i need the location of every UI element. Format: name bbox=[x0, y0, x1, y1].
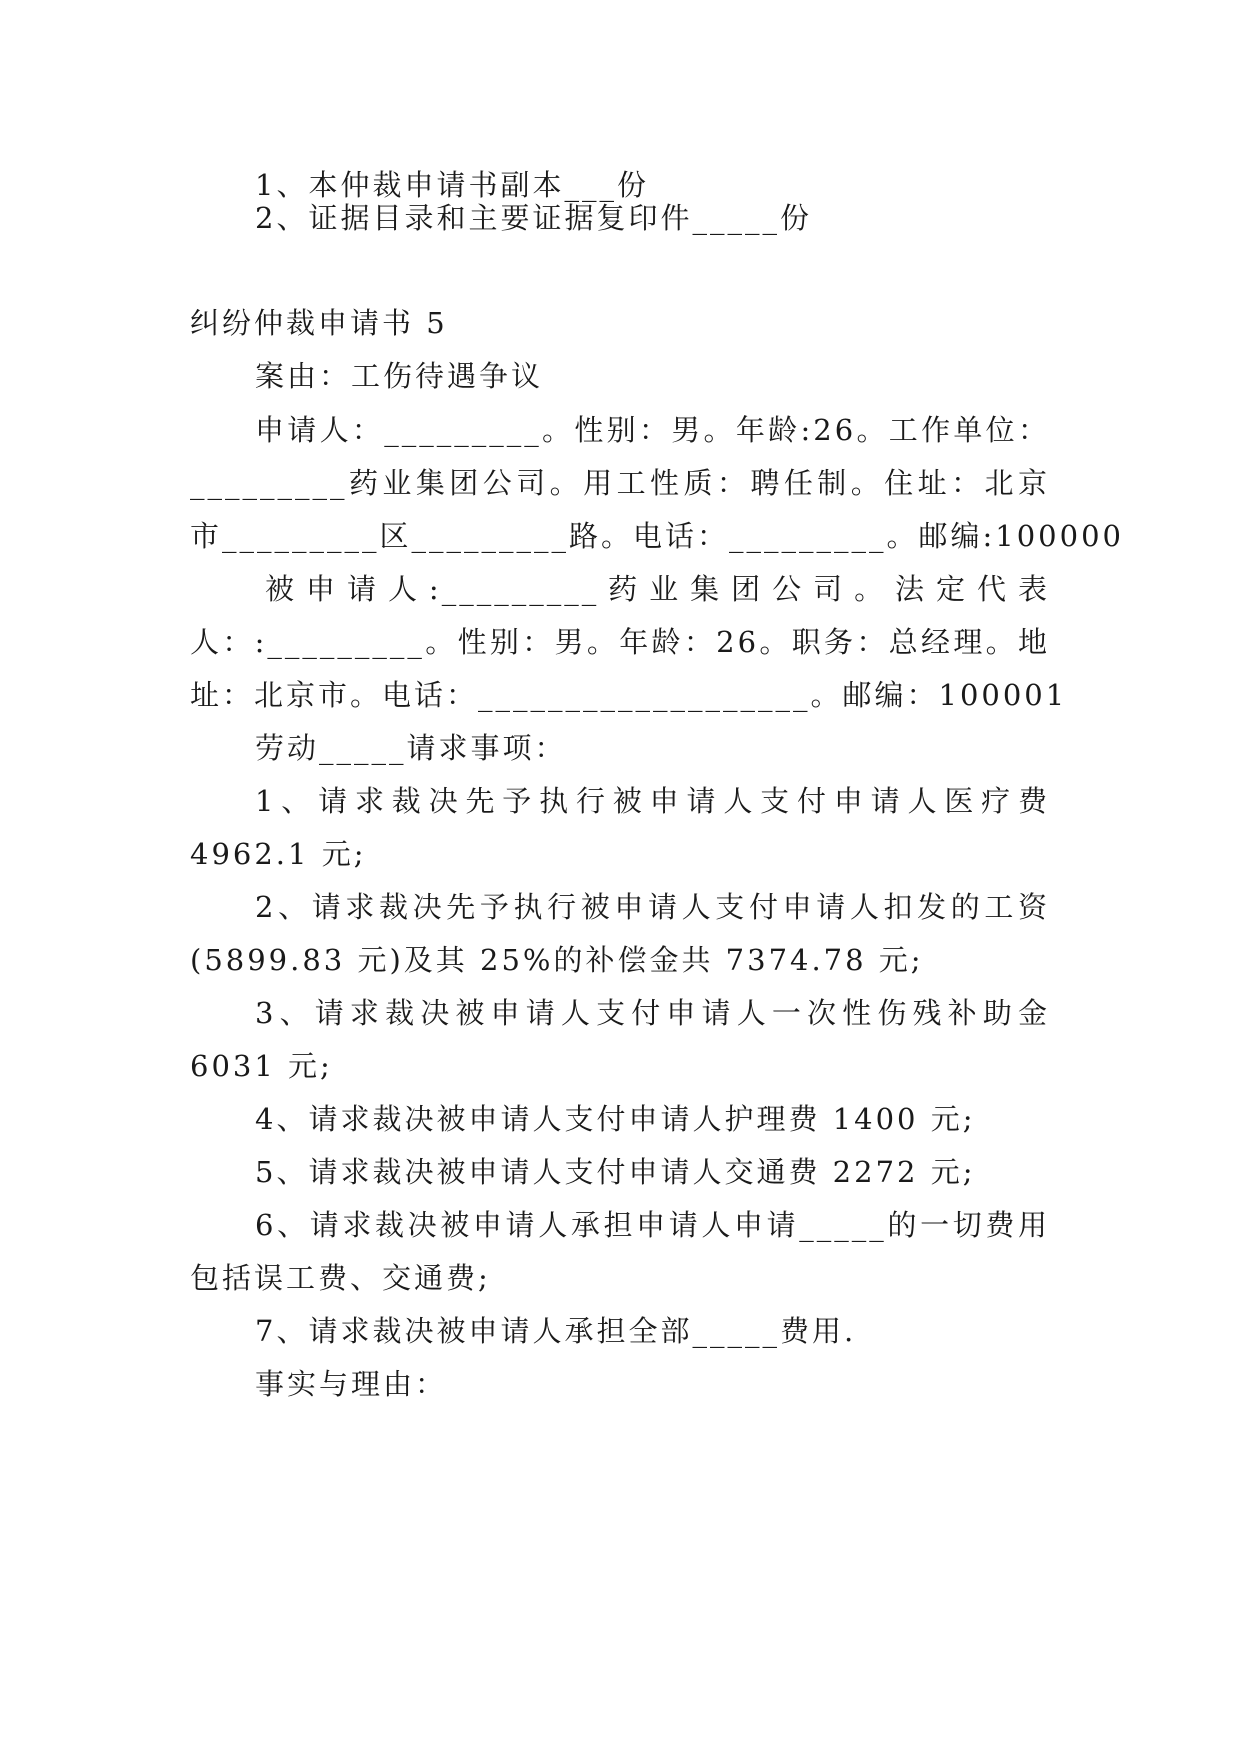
attachment-item-1: 1、本仲裁申请书副本___份 bbox=[255, 168, 649, 202]
claim-2-line-1: 2、请求裁决先予执行被申请人支付申请人扣发的工资 bbox=[255, 890, 1050, 924]
claim-6-line-2: 包括误工费、交通费; bbox=[190, 1261, 491, 1295]
applicant-line-1: 申请人：_________。性别：男。年龄:26。工作单位： bbox=[255, 413, 1050, 447]
respondent-line-3: 址：北京市。电话：___________________。邮编：100001 bbox=[190, 678, 1068, 712]
claim-3-line-2: 6031 元; bbox=[190, 1049, 333, 1083]
claim-7: 7、请求裁决被申请人承担全部_____费用. bbox=[255, 1314, 857, 1348]
section-title: 纠纷仲裁申请书 5 bbox=[190, 306, 448, 340]
claim-3-line-1: 3、请求裁决被申请人支付申请人一次性伤残补助金 bbox=[255, 996, 1050, 1030]
claim-5: 5、请求裁决被申请人支付申请人交通费 2272 元; bbox=[255, 1155, 976, 1189]
claim-6-line-1: 6、请求裁决被申请人承担申请人申请_____的一切费用 bbox=[255, 1208, 1050, 1242]
facts-heading: 事实与理由： bbox=[255, 1367, 448, 1401]
claim-2-line-2: (5899.83 元)及其 25%的补偿金共 7374.78 元; bbox=[190, 943, 924, 977]
case-cause: 案由：工伤待遇争议 bbox=[255, 359, 544, 393]
respondent-line-2: 人：:_________。性别：男。年龄：26。职务：总经理。地 bbox=[190, 625, 1050, 659]
claims-heading: 劳动_____请求事项： bbox=[255, 731, 567, 765]
attachment-item-2: 2、证据目录和主要证据复印件_____份 bbox=[255, 201, 812, 235]
applicant-line-2: _________药业集团公司。用工性质：聘任制。住址：北京 bbox=[190, 466, 1050, 500]
respondent-line-1: 被申请人:_________药业集团公司。法定代表 bbox=[265, 572, 1050, 606]
claim-4: 4、请求裁决被申请人支付申请人护理费 1400 元; bbox=[255, 1102, 976, 1136]
claim-1-line-2: 4962.1 元; bbox=[190, 837, 367, 871]
claim-1-line-1: 1、请求裁决先予执行被申请人支付申请人医疗费 bbox=[255, 784, 1050, 818]
applicant-line-3: 市_________区_________路。电话：_________。邮编:100000 bbox=[190, 519, 1124, 553]
